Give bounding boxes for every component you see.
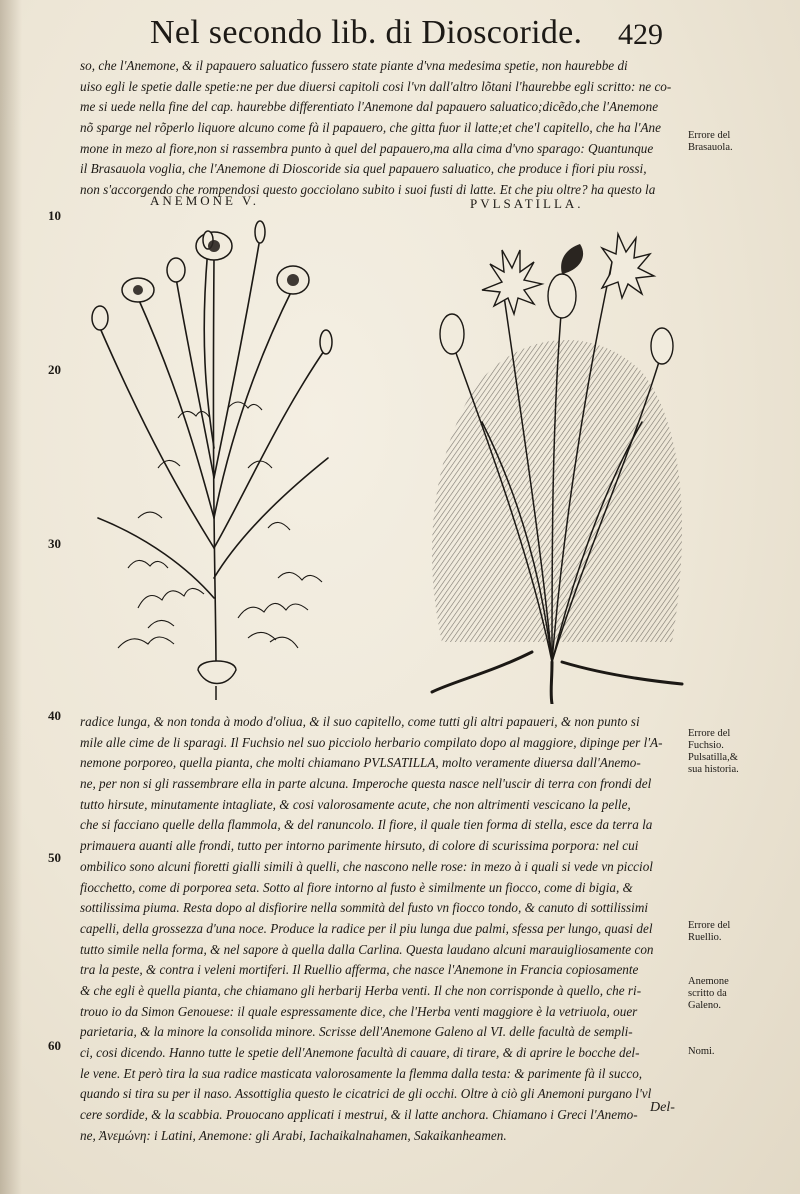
anemone-caption: ANEMONE V. — [150, 193, 259, 208]
note-line: Pulsatilla,& — [688, 752, 738, 763]
note-galeno — [688, 976, 729, 1012]
note-nomi — [688, 1046, 715, 1058]
text-line: trouo io da Simon Genouese: il quale espressamente dice, che l'Herba venti maggiore è la vetriuola, ouer — [80, 1003, 638, 1019]
text-line: non s'accorgendo che rompendosi questo gocciolano subito i suoi fusti di latte. Et che piu oltre? ha questo la — [80, 182, 656, 198]
text-line: fiocchetto, come di porporea seta. Sotto al fiore intorno al fusto è similmente un fiocco, come di bigia, & — [80, 879, 633, 895]
note-line: scritto da — [688, 988, 727, 999]
line-number-50: 50 — [48, 850, 61, 865]
text-line: le vene. Et però tira la sua radice masticata valorosamente la flemma dalla testa: & parimente fà il succo, — [80, 1065, 643, 1081]
text-line: cere sordide, & la scabbia. Prouocano applicati i mestrui, & il latte anchora. Chiamano i Greci l'Anemo- — [80, 1107, 638, 1123]
note-line: Errore del — [688, 130, 731, 141]
running-title: Nel secondo lib. di Dioscoride. — [150, 14, 583, 51]
note-ruellio — [688, 920, 730, 944]
text-line: & che egli è quella pianta, che chiamano gli herbarij Herba venti. Il che non corrisponde à quello, che ri- — [80, 982, 642, 998]
text-line: tutto simile nella forma, & nel sapore à quella dalla Carlina. Questa laudano alcuni marauigliosamente con — [80, 941, 654, 957]
note-line: Nomi. — [688, 1046, 715, 1057]
note-line: Galeno. — [688, 1000, 721, 1011]
text-line: parietaria, & la minore la consolida minore. Scrisse dell'Anemone Galeno al VI. delle facultà de sempli- — [80, 1024, 633, 1040]
text-line: tra la peste, & contra i veleni mortiferi. Il Ruellio afferma, che nasce l'Anemone in Francia copiosamente — [80, 962, 639, 978]
text-line: ombilico sono alcuni fioretti gialli simili à quelli, che nascono nelle rose: in mezo à i quali si vede vn picciol — [80, 858, 653, 874]
text-line: primauera auanti alle frondi, tutto per intorno parimente hirsuto, di colore di scurissima porpora: nel cui — [80, 838, 639, 854]
text-line: capelli, della grossezza d'una noce. Produce la radice per il piu lunga due palmi, sfessa per lungo, quasi del — [80, 920, 653, 936]
text-line: quando si tira su per il naso. Assottiglia questo le cicatrici de gli occhi. Oltre à ciò gli Anemoni purgano l'vl — [80, 1086, 652, 1102]
line-number-40: 40 — [48, 708, 61, 723]
text-line: mile alle cime de li sparagi. Il Fuchsio nel suo picciolo herbario compilato dopo al maggiore, dipinge per l'A- — [80, 734, 663, 750]
note-line: Anemone — [688, 976, 729, 987]
text-line: so, che l'Anemone, & il papauero saluatico fussero state piante d'vna medesima spetie, non haurebbe di — [80, 58, 628, 73]
text-line: radice lunga, & non tonda à modo d'oliua, & il suo capitello, come tutti gli altri papaueri, & non punto si — [80, 714, 640, 729]
page-number: 429 — [618, 18, 663, 51]
anemone-woodcut — [78, 218, 360, 700]
line-number-60: 60 — [48, 1038, 61, 1053]
catchword: Del- — [650, 1100, 675, 1115]
line-numbers — [48, 0, 88, 1194]
text-line: che si facciano quelle della flammola, & del ranuncolo. Il fiore, il quale tien forma di stella, esce da terra la — [80, 817, 653, 833]
note-line: Ruellio. — [688, 932, 722, 943]
top-paragraph — [80, 56, 680, 201]
text-line: nõ sparge nel rõperlo liquore alcuno come fà il papauero, che gitta fuor il latte;et che'l capitello, che ha l'Ane — [80, 120, 662, 136]
text-line: nemone porporeo, quella pianta, che molti chiamano PVLSATILLA, molto veramente diuersa dall'Anemo- — [80, 755, 641, 771]
note-line: Errore del — [688, 920, 731, 931]
text-line: me si uede nella fine del cap. haurebbe differentiato l'Anemone dal papauero saluatico;dicẽdo,che l'Anemone — [80, 99, 659, 115]
pulsatilla-woodcut — [412, 222, 698, 704]
text-line: ne, per non si gli rassembrare ella in parte alcuna. Imperoche questa nasce nell'uscir di terra con frondi del — [80, 776, 652, 792]
note-fuchsio — [688, 728, 739, 776]
pulsatilla-caption: PVLSATILLA. — [470, 196, 584, 211]
note-brasauola — [688, 130, 733, 154]
text-line: ne, Ἀνεμώνη: i Latini, Anemone: gli Arabi, Iachaikalnahamen, Sakaikanheamen. — [80, 1127, 507, 1143]
bottom-paragraph — [80, 712, 680, 1146]
text-line: ci, cosi dicendo. Hanno tutte le spetie dell'Anemone facultà di cauare, di tirare, & di aprire le bocche del- — [80, 1045, 640, 1060]
text-line: mone in mezo al fiore,non si rassembra punto à quel del papauero,ma alla cima d'vno sparago: Quantunque — [80, 140, 654, 156]
line-number-10: 10 — [48, 208, 61, 223]
marginal-notes — [688, 0, 798, 1194]
line-number-20: 20 — [48, 362, 61, 377]
note-line: Fuchsio. — [688, 740, 724, 751]
text-line: il Brasauola voglia, che l'Anemone di Dioscoride sia quel papauero saluatico, che produce i fiori piu rossi, — [80, 161, 647, 177]
line-number-30: 30 — [48, 536, 61, 551]
note-line: Brasauola. — [688, 142, 733, 153]
gutter-shadow — [0, 0, 22, 1194]
note-line: sua historia. — [688, 764, 739, 775]
page-header — [0, 14, 800, 58]
text-line: tutto hirsute, minutamente intagliate, & cosi valorosamente acute, che non altrimenti vescicano la pelle, — [80, 796, 631, 812]
text-line: sottilissima piuma. Resta dopo al disfiorire nella sommità del fusto vn fiocco tondo, & canuto di sottilissimi — [80, 900, 649, 916]
note-line: Errore del — [688, 728, 731, 739]
text-line: uiso egli le spetie dalle spetie:ne per due diuersi capitoli cosi l'vn dall'altro lõtani l'haurebbe egli scritto: ne co- — [80, 78, 672, 94]
